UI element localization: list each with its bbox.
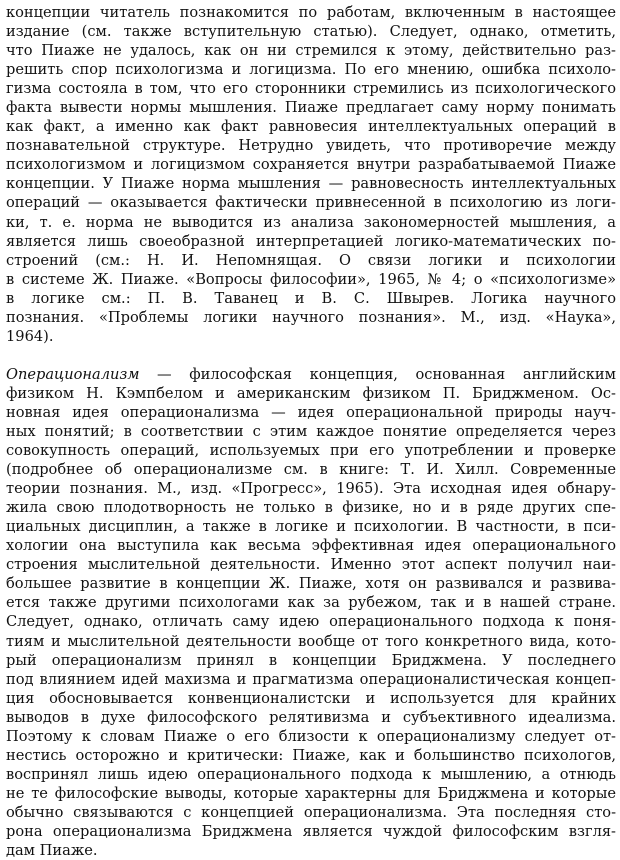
text-line: гизма состояла в том, что его сторонники стремились из психологического	[6, 80, 616, 98]
text-line: рый операционализм принял в концепции Бриджмена. У последнего	[6, 651, 616, 669]
text-line: теории познания. М., изд. «Прогресс», 1965). Эта исходная идея обнару-	[6, 480, 616, 498]
text-line: строения мыслительной деятельности. Именно этот аспект получил наи-	[6, 556, 616, 574]
text-line: издание (см. также вступительную статью). Следует, однако, отметить,	[6, 23, 616, 41]
text-line: ция обосновывается конвенционалистски и используется для крайних	[6, 689, 616, 707]
text-line: концепции. У Пиаже норма мышления — равновесность интеллектуальных	[6, 175, 616, 193]
text-line: (подробнее об операционализме см. в книге: Т. И. Хилл. Современные	[6, 461, 616, 479]
text-line-first	[6, 365, 616, 384]
text-line: новная идея операционализма — идея операциональной природы науч-	[6, 403, 616, 421]
text-line: познания. «Проблемы логики научного познания». М., изд. «Наука»,	[6, 308, 616, 326]
text-line: выводов в духе философского релятивизма и субъективного идеализма.	[6, 708, 616, 726]
text-line: хологии она выступила как весьма эффективная идея операционального	[6, 537, 616, 555]
text-line: жила свою плодотворность не только в физике, но и в ряде других спе-	[6, 499, 616, 517]
text-line: является лишь своеобразной интерпретацией логико-математических по-	[6, 232, 616, 250]
text-line-last: 1964).	[6, 327, 54, 345]
text-line: рона операционализма Бриджмена является чуждой философским взгля-	[6, 822, 616, 840]
text-line: ется также другими психологами как за рубежом, так и в нашей стране.	[6, 594, 616, 612]
text-line: Поэтому к словам Пиаже о его близости к операционализму следует от-	[6, 727, 616, 745]
text-line: нестись осторожно и критически: Пиаже, как и большинство психологов,	[6, 746, 616, 764]
paragraph-psychologism	[6, 3, 616, 346]
text-line: тиям и мыслительной деятельности вообще от того конкретного вида, кото-	[6, 632, 616, 650]
paragraph-operationalism	[6, 365, 616, 860]
text-line: в логике см.: П. В. Таванец и В. С. Швырев. Логика научного	[6, 289, 616, 307]
text-line: обычно связываются с концепцией операционализма. Эта последняя сто-	[6, 803, 616, 821]
text-line: воспринял лишь идею операционального подхода к мышлению, а отнюдь	[6, 765, 616, 783]
text-line: в системе Ж. Пиаже. «Вопросы философии», 1965, № 4; о «психологизме»	[6, 270, 616, 288]
text-line: ных понятий; в соответствии с этим каждое понятие определяется через	[6, 422, 616, 440]
text-line: познавательной структуре. Нетрудно увидеть, что противоречие между	[6, 137, 616, 155]
text-line: совокупность операций, используемых при его употреблении и проверке	[6, 442, 616, 460]
text-line: циальных дисциплин, а также в логике и психологии. В частности, в пси-	[6, 518, 616, 536]
text-line: ки, т. е. норма не выводится из анализа закономерностей мышления, а	[6, 213, 616, 231]
text-line: не те философские выводы, которые характерны для Бриджмена и которые	[6, 784, 616, 802]
text-line: что Пиаже не удалось, как он ни стремился к этому, действительно раз-	[6, 42, 616, 60]
document-page	[6, 3, 616, 860]
text-line: под влиянием идей махизма и прагматизма операционалистическая концеп-	[6, 670, 616, 688]
term-operationalism: Операционализм	[6, 365, 140, 383]
text-line: психологизмом и логицизмом сохраняется внутри разрабатываемой Пиаже	[6, 156, 616, 174]
text-line-last: дам Пиаже.	[6, 842, 98, 860]
text-line: концепции читатель познакомится по работам, включенным в настоящее	[6, 4, 616, 21]
text-line: большее развитие в концепции Ж. Пиаже, хотя он развивался и развива-	[6, 575, 616, 593]
term-definition-start: — философская концепция, основанная английским	[139, 365, 616, 383]
text-line: факта вывести нормы мышления. Пиаже предлагает саму норму понимать	[6, 99, 616, 117]
text-line: строений (см.: Н. И. Непомнящая. О связи логики и психологии	[6, 251, 616, 269]
text-line: Следует, однако, отличать саму идею операционального подхода к поня-	[6, 613, 616, 631]
text-line: физиком Н. Кэмпбелом и американским физиком П. Бриджменом. Ос-	[6, 384, 616, 402]
text-line: операций — оказывается фактически привнесенной в психологию из логи-	[6, 194, 616, 212]
text-line: как факт, а именно как факт равновесия интеллектуальных операций в	[6, 118, 616, 136]
text-line: решить спор психологизма и логицизма. По его мнению, ошибка психоло-	[6, 61, 616, 79]
